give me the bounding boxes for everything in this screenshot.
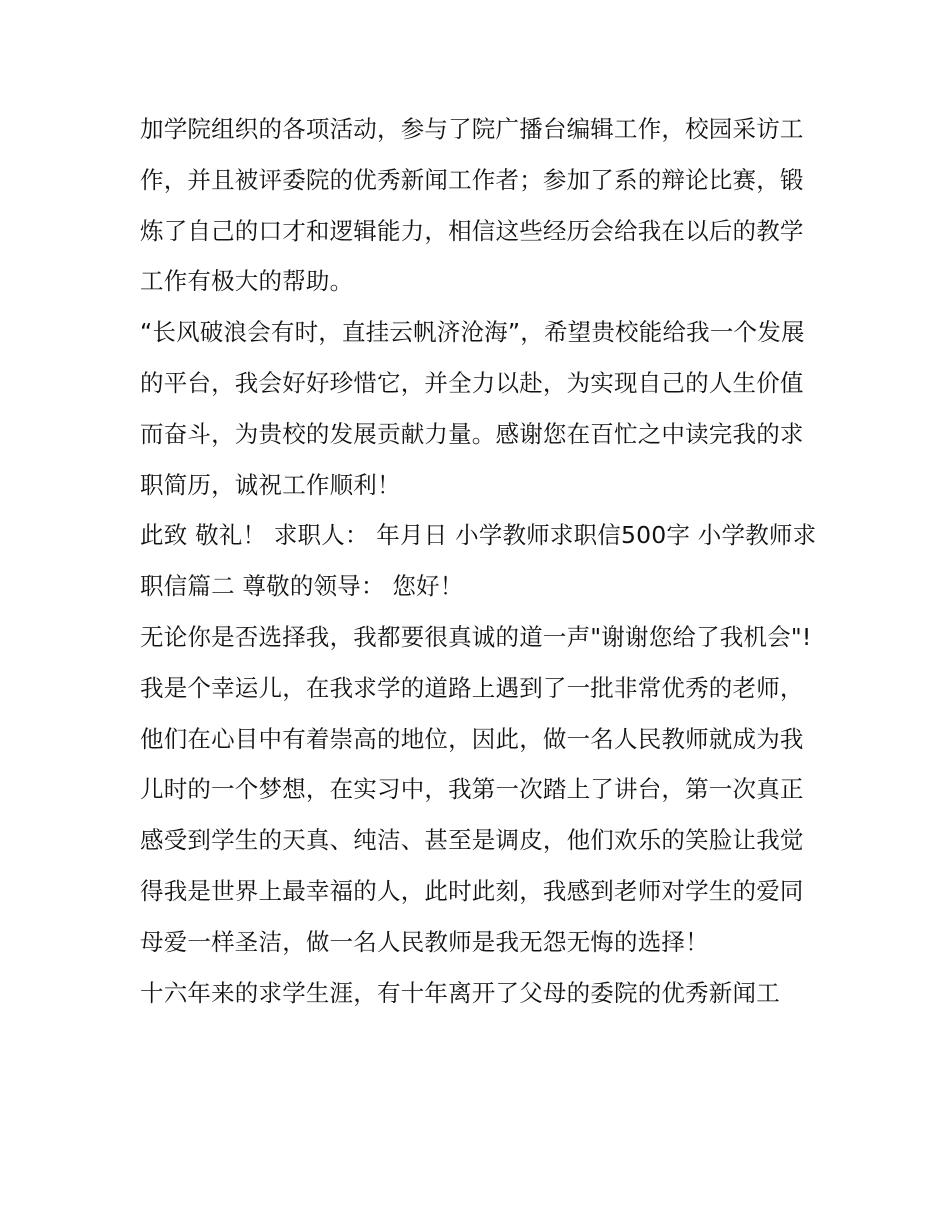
paragraph-study-years: 十六年来的求学生涯，有十年离开了父母的委院的优秀新闻工: [140, 978, 780, 1007]
paragraph-aspiration: “长风破浪会有时，直挂云帆济沧海”，希望贵校能给我一个发展的平台，我会好好珍惜它，并全力以赴，为实现自己的人生价值而奋斗，为贵校的发展贡献力量。感谢您在百忙之中读完我的求职简历，诚祝工作顺利！: [140, 318, 805, 499]
paragraph-activities: 加学院组织的各项活动，参与了院广播台编辑工作，校园采访工作，并且被评委院的优秀新闻工作者；参加了系的辩论比赛，锻炼了自己的口才和逻辑能力，相信这些经历会给我在以后的教学工作有极大的帮助。: [140, 115, 804, 296]
paragraph-closing-and-salutation: 此致 敬礼！ 求职人： 年月日 小学教师求职信500字 小学教师求职信篇二 尊敬的领导： 您好！: [140, 521, 817, 601]
document-body: [140, 104, 820, 1018]
paragraph-thanks: 无论你是否选择我，我都要很真诚的道一声"谢谢您给了我机会"!: [140, 622, 812, 651]
paragraph-dream: 我是个幸运儿，在我求学的道路上遇到了一批非常优秀的老师，他们在心目中有着崇高的地位，因此，做一名人民教师就成为我儿时的一个梦想，在实习中，我第一次踏上了讲台，第一次真正感受到学生的天真、纯洁、甚至是调皮，他们欢乐的笑脸让我觉得我是世界上最幸福的人，此时此刻，我感到老师对学生的爱同母爱一样圣洁，做一名人民教师是我无怨无悔的选择！: [140, 673, 804, 956]
